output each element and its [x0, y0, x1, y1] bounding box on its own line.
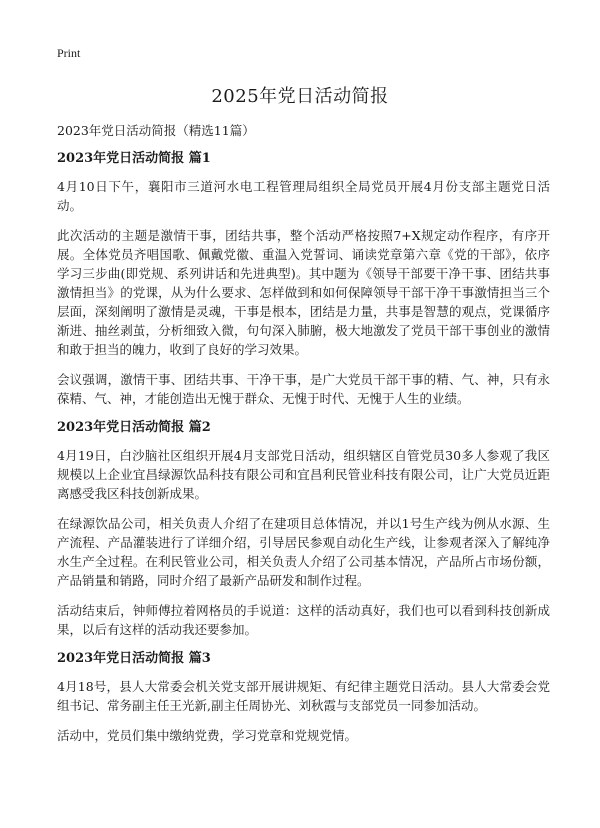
section-1-paragraph-2: 此次活动的主题是激情干事，团结共事，整个活动严格按照7+X规定动作程序，有序开展。全体党员齐唱国歌、佩戴党徽、重温入党誓词、诵读党章第六章《党的干部》，依序学习三步曲(即党规、系列讲话和先进典型)。其中题为《领导干部要干净干事、团结共事激情担当》的党课，从为什么要求、怎样做到和如何保障领导干部干净干事激情担当三个层面，深刻阐明了激情是灵魂，干事是根本，团结是力量，共事是智慧的观点，党课循序渐进、抽丝剥茧，分析细致入微，句句深入肺腑，极大地激发了党员干部干事创业的激情和敢于担当的魄力，收到了良好的学习效果。 — [57, 228, 550, 357]
section-1-paragraph-3: 会议强调，激情干事、团结共事、干净干事，是广大党员干部干事的精、气、神，只有永葆精、气、神，才能创造出无愧于群众、无愧于时代、无愧于人生的业绩。 — [57, 372, 550, 406]
section-2-paragraph-3: 活动结束后，钟师傅拉着网格员的手说道：这样的活动真好，我们也可以看到科技创新成果，以后有这样的活动我还要参加。 — [57, 603, 550, 637]
section-3-paragraph-1: 4月18号，县人大常委会机关党支部开展讲规矩、有纪律主题党日活动。县人大常委会党组书记、常务副主任王光新,副主任周协光、刘秋霞与支部党员一同参加活动。 — [57, 679, 550, 713]
section-2-paragraph-1: 4月19日，白沙脑社区组织开展4月支部党日活动，组织辖区自管党员30多人参观了我区规模以上企业宜昌绿源饮品科技有限公司和宜昌利民管业科技有限公司，让广大党员近距离感受我区科技创新成果。 — [57, 448, 550, 501]
section-heading-3: 2023年党日活动简报 篇3 — [57, 651, 211, 666]
print-link[interactable]: Print — [57, 46, 81, 60]
section-heading-1: 2023年党日活动简报 篇1 — [57, 151, 211, 166]
document-title: 2025年党日活动简报 — [211, 86, 389, 107]
section-3-paragraph-2: 活动中，党员们集中缴纳党费，学习党章和党规党情。 — [57, 728, 358, 743]
document-subtitle: 2023年党日活动简报（精选11篇） — [57, 123, 255, 138]
section-2-paragraph-2: 在绿源饮品公司，相关负责人介绍了在建项目总体情况，并以1号生产线为例从水源、生产流程、产品灌装进行了详细介绍，引导居民参观自动化生产线，让参观者深入了解纯净水生产全过程。在利民管业公司，相关负责人介绍了公司基本情况，产品所占市场份额，产品销量和销路，同时介绍了最新产品研发和制作过程。 — [57, 516, 550, 588]
section-heading-2: 2023年党日活动简报 篇2 — [57, 420, 211, 435]
document-body — [57, 150, 550, 756]
section-1-paragraph-1: 4月10日下午，襄阳市三道河水电工程管理局组织全局党员开展4月份支部主题党日活动。 — [57, 179, 550, 213]
